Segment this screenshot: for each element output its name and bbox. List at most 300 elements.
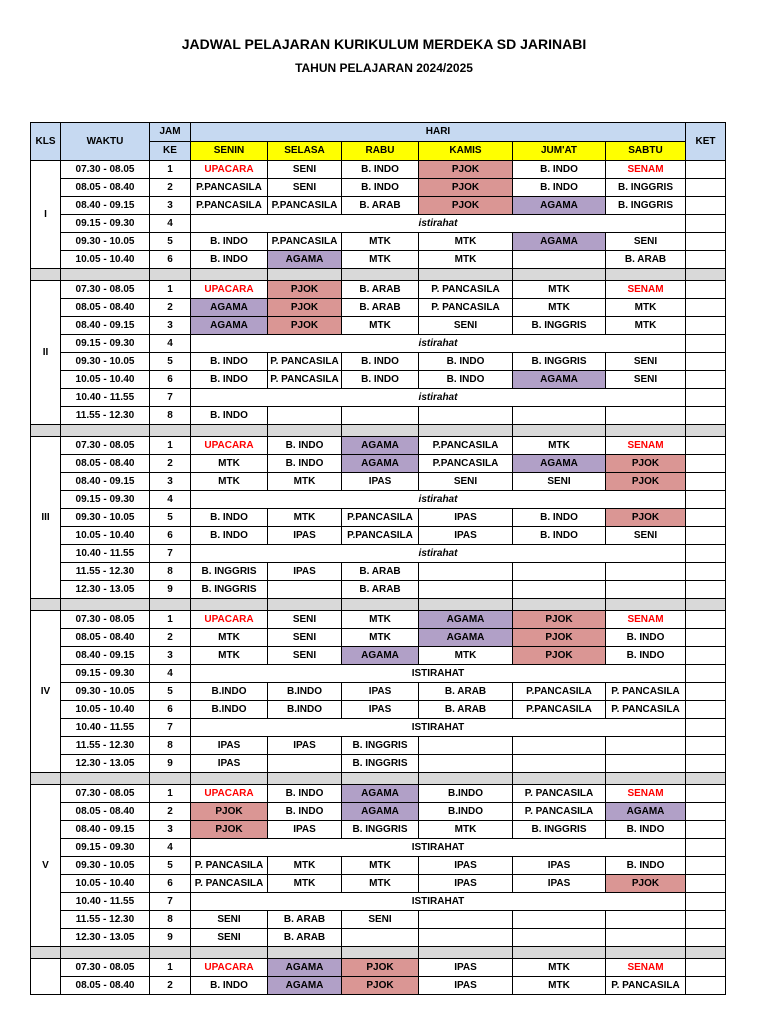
subject-cell: B. INDO (268, 803, 342, 821)
subject-cell: AGAMA (268, 251, 342, 269)
subject-cell: B. INGGRIS (342, 737, 419, 755)
subject-cell: MTK (513, 977, 606, 995)
jam-cell: 5 (150, 233, 191, 251)
separator-cell (342, 599, 419, 611)
subject-cell: SENI (606, 527, 686, 545)
separator-cell (342, 269, 419, 281)
time-cell: 11.55 - 12.30 (61, 563, 150, 581)
subject-cell (513, 911, 606, 929)
subject-cell: IPAS (342, 701, 419, 719)
separator-cell (31, 269, 61, 281)
subject-cell: B. INGGRIS (342, 755, 419, 773)
separator-cell (150, 425, 191, 437)
subject-cell: P. PANCASILA (606, 683, 686, 701)
subject-cell: B. INDO (419, 371, 513, 389)
subject-cell: PJOK (513, 611, 606, 629)
ket-cell (686, 665, 726, 683)
ket-cell (686, 545, 726, 563)
subject-cell: B. INDO (513, 179, 606, 197)
class-name: II (31, 281, 61, 425)
subject-cell: MTK (606, 299, 686, 317)
subject-cell: B. INDO (191, 371, 268, 389)
jam-cell: 8 (150, 911, 191, 929)
subject-cell: PJOK (513, 647, 606, 665)
jam-cell: 1 (150, 161, 191, 179)
subject-cell: B. INGGRIS (606, 197, 686, 215)
table-row (31, 509, 726, 527)
table-row (31, 803, 726, 821)
subject-cell: UPACARA (191, 437, 268, 455)
subject-cell: PJOK (419, 161, 513, 179)
separator-cell (513, 425, 606, 437)
time-cell: 08.40 - 09.15 (61, 197, 150, 215)
separator-cell (191, 269, 268, 281)
subject-cell (606, 911, 686, 929)
subject-cell: MTK (268, 875, 342, 893)
table-row (31, 563, 726, 581)
time-cell: 09.30 - 10.05 (61, 683, 150, 701)
separator-cell (61, 269, 150, 281)
subject-cell: SENAM (606, 281, 686, 299)
separator-cell (686, 425, 726, 437)
ket-cell (686, 719, 726, 737)
table-row (31, 857, 726, 875)
time-cell: 08.40 - 09.15 (61, 473, 150, 491)
break-cell: ISTIRAHAT (191, 665, 686, 683)
table-row (31, 317, 726, 335)
time-cell: 08.05 - 08.40 (61, 803, 150, 821)
time-cell: 12.30 - 13.05 (61, 581, 150, 599)
ket-cell (686, 647, 726, 665)
separator-cell (150, 773, 191, 785)
separator-cell (342, 947, 419, 959)
time-cell: 10.40 - 11.55 (61, 545, 150, 563)
subject-cell: IPAS (513, 857, 606, 875)
subject-cell: MTK (513, 281, 606, 299)
subject-cell: PJOK (513, 629, 606, 647)
table-row (31, 665, 726, 683)
subject-cell (606, 929, 686, 947)
subject-cell: IPAS (191, 755, 268, 773)
table-row (31, 959, 726, 977)
subject-cell: B. INGGRIS (191, 581, 268, 599)
subject-cell: P. PANCASILA (513, 803, 606, 821)
time-cell: 10.05 - 10.40 (61, 527, 150, 545)
class-separator (31, 425, 726, 437)
subject-cell: B. INDO (606, 857, 686, 875)
subject-cell (419, 911, 513, 929)
ket-cell (686, 389, 726, 407)
subject-cell: IPAS (268, 563, 342, 581)
jam-cell: 6 (150, 371, 191, 389)
separator-cell (513, 773, 606, 785)
time-cell: 08.05 - 08.40 (61, 299, 150, 317)
header-waktu: WAKTU (61, 123, 150, 161)
subject-cell (513, 407, 606, 425)
separator-cell (513, 599, 606, 611)
separator-cell (686, 947, 726, 959)
ket-cell (686, 473, 726, 491)
subject-cell: IPAS (268, 821, 342, 839)
subject-cell: B. INDO (342, 353, 419, 371)
subject-cell: MTK (268, 509, 342, 527)
ket-cell (686, 371, 726, 389)
subject-cell: SENI (191, 911, 268, 929)
subject-cell: B.INDO (191, 683, 268, 701)
subject-cell: B. INDO (191, 407, 268, 425)
ket-cell (686, 857, 726, 875)
time-cell: 08.05 - 08.40 (61, 455, 150, 473)
subject-cell (342, 929, 419, 947)
table-row (31, 821, 726, 839)
jam-cell: 7 (150, 719, 191, 737)
subject-cell: B.INDO (191, 701, 268, 719)
separator-cell (31, 947, 61, 959)
time-cell: 09.30 - 10.05 (61, 509, 150, 527)
time-cell: 10.05 - 10.40 (61, 251, 150, 269)
table-row (31, 683, 726, 701)
subject-cell: UPACARA (191, 785, 268, 803)
subject-cell: P.PANCASILA (419, 437, 513, 455)
subject-cell (268, 755, 342, 773)
separator-cell (606, 947, 686, 959)
subject-cell: UPACARA (191, 161, 268, 179)
subject-cell: IPAS (419, 959, 513, 977)
jam-cell: 1 (150, 959, 191, 977)
ket-cell (686, 611, 726, 629)
table-row (31, 455, 726, 473)
subject-cell: P. PANCASILA (513, 785, 606, 803)
ket-cell (686, 893, 726, 911)
time-cell: 09.30 - 10.05 (61, 233, 150, 251)
separator-cell (686, 269, 726, 281)
subject-cell: B. INDO (268, 437, 342, 455)
time-cell: 09.15 - 09.30 (61, 335, 150, 353)
ket-cell (686, 197, 726, 215)
jam-cell: 1 (150, 437, 191, 455)
subject-cell (513, 563, 606, 581)
jam-cell: 1 (150, 281, 191, 299)
subject-cell: B. INDO (191, 509, 268, 527)
subject-cell: B. INGGRIS (513, 353, 606, 371)
table-row (31, 335, 726, 353)
separator-cell (342, 425, 419, 437)
ket-cell (686, 803, 726, 821)
jam-cell: 2 (150, 299, 191, 317)
subject-cell: P.PANCASILA (513, 701, 606, 719)
subject-cell: PJOK (606, 875, 686, 893)
subject-cell: MTK (419, 647, 513, 665)
time-cell: 09.15 - 09.30 (61, 491, 150, 509)
jam-cell: 1 (150, 611, 191, 629)
subject-cell: AGAMA (191, 299, 268, 317)
subject-cell (513, 929, 606, 947)
separator-cell (686, 773, 726, 785)
subject-cell: B. INGGRIS (513, 821, 606, 839)
ket-cell (686, 581, 726, 599)
subject-cell: IPAS (419, 857, 513, 875)
time-cell: 11.55 - 12.30 (61, 737, 150, 755)
subject-cell: IPAS (268, 737, 342, 755)
subject-cell: MTK (606, 317, 686, 335)
time-cell: 07.30 - 08.05 (61, 959, 150, 977)
subject-cell: PJOK (268, 299, 342, 317)
time-cell: 08.40 - 09.15 (61, 647, 150, 665)
subject-cell: B. INDO (268, 785, 342, 803)
separator-cell (150, 599, 191, 611)
subject-cell: MTK (191, 455, 268, 473)
separator-cell (268, 947, 342, 959)
jam-cell: 2 (150, 629, 191, 647)
separator-cell (191, 599, 268, 611)
subject-cell: P.PANCASILA (419, 455, 513, 473)
subject-cell: P. PANCASILA (419, 299, 513, 317)
subject-cell (419, 755, 513, 773)
subject-cell: P.PANCASILA (268, 197, 342, 215)
ket-cell (686, 281, 726, 299)
subject-cell: SENI (268, 179, 342, 197)
subject-cell: B. ARAB (342, 281, 419, 299)
jam-cell: 7 (150, 545, 191, 563)
subject-cell: P.PANCASILA (191, 179, 268, 197)
subject-cell (606, 563, 686, 581)
subject-cell: P.PANCASILA (268, 233, 342, 251)
ket-cell (686, 959, 726, 977)
subject-cell: PJOK (342, 959, 419, 977)
subject-cell (419, 407, 513, 425)
ket-cell (686, 875, 726, 893)
subject-cell: B.INDO (268, 683, 342, 701)
ket-cell (686, 563, 726, 581)
header-day: RABU (342, 142, 419, 161)
subject-cell: AGAMA (191, 317, 268, 335)
subject-cell: SENI (513, 473, 606, 491)
class-separator (31, 773, 726, 785)
jam-cell: 4 (150, 491, 191, 509)
subject-cell: IPAS (419, 875, 513, 893)
ket-cell (686, 215, 726, 233)
subject-cell: SENAM (606, 611, 686, 629)
table-row (31, 389, 726, 407)
time-cell: 10.40 - 11.55 (61, 719, 150, 737)
subject-cell (606, 581, 686, 599)
subject-cell: B. INDO (268, 455, 342, 473)
subject-cell: UPACARA (191, 281, 268, 299)
subject-cell: IPAS (419, 509, 513, 527)
separator-cell (61, 947, 150, 959)
class-name: III (31, 437, 61, 599)
subject-cell: B. INDO (191, 353, 268, 371)
separator-cell (419, 773, 513, 785)
table-row (31, 719, 726, 737)
subject-cell: SENI (342, 911, 419, 929)
jam-cell: 8 (150, 737, 191, 755)
subject-cell: AGAMA (342, 803, 419, 821)
table-row (31, 281, 726, 299)
page-title: JADWAL PELAJARAN KURIKULUM MERDEKA SD JARINABI (181, 36, 587, 52)
subject-cell: AGAMA (513, 371, 606, 389)
break-cell: istirahat (191, 215, 686, 233)
jam-cell: 4 (150, 335, 191, 353)
jam-cell: 7 (150, 389, 191, 407)
subject-cell: SENAM (606, 959, 686, 977)
table-row (31, 875, 726, 893)
subject-cell: B. INGGRIS (342, 821, 419, 839)
subject-cell: SENI (419, 473, 513, 491)
table-row (31, 737, 726, 755)
ket-cell (686, 929, 726, 947)
subject-cell: AGAMA (513, 197, 606, 215)
subject-cell: B. INDO (513, 509, 606, 527)
subject-cell: B. ARAB (342, 197, 419, 215)
jam-cell: 7 (150, 893, 191, 911)
subject-cell: B. INDO (191, 251, 268, 269)
separator-cell (513, 269, 606, 281)
table-row (31, 299, 726, 317)
subject-cell: MTK (342, 233, 419, 251)
subject-cell: B. INGGRIS (191, 563, 268, 581)
subject-cell (419, 581, 513, 599)
table-row (31, 611, 726, 629)
separator-cell (150, 269, 191, 281)
subject-cell: B. ARAB (342, 581, 419, 599)
subject-cell: B. INGGRIS (606, 179, 686, 197)
separator-cell (61, 773, 150, 785)
subject-cell: PJOK (606, 473, 686, 491)
separator-cell (191, 947, 268, 959)
subject-cell: P.PANCASILA (191, 197, 268, 215)
subject-cell: MTK (191, 629, 268, 647)
table-row (31, 251, 726, 269)
table-row (31, 893, 726, 911)
ket-cell (686, 839, 726, 857)
separator-cell (268, 773, 342, 785)
subject-cell: MTK (419, 821, 513, 839)
class-name: V (31, 785, 61, 947)
subject-cell: B.INDO (419, 785, 513, 803)
break-cell: ISTIRAHAT (191, 893, 686, 911)
subject-cell: MTK (268, 857, 342, 875)
ket-cell (686, 629, 726, 647)
subject-cell: AGAMA (268, 959, 342, 977)
subject-cell: IPAS (342, 683, 419, 701)
time-cell: 07.30 - 08.05 (61, 281, 150, 299)
table-row (31, 701, 726, 719)
jam-cell: 9 (150, 929, 191, 947)
time-cell: 07.30 - 08.05 (61, 161, 150, 179)
subject-cell: B. INDO (419, 353, 513, 371)
time-cell: 07.30 - 08.05 (61, 785, 150, 803)
ket-cell (686, 233, 726, 251)
time-cell: 07.30 - 08.05 (61, 611, 150, 629)
subject-cell: MTK (419, 251, 513, 269)
header-ket: KET (686, 123, 726, 161)
separator-cell (606, 599, 686, 611)
table-row (31, 929, 726, 947)
header-kls: KLS (31, 123, 61, 161)
subject-cell: B. ARAB (342, 563, 419, 581)
subject-cell: IPAS (513, 875, 606, 893)
time-cell: 10.05 - 10.40 (61, 875, 150, 893)
page-subtitle: TAHUN PELAJARAN 2024/2025 (295, 61, 473, 75)
subject-cell (513, 737, 606, 755)
subject-cell: IPAS (342, 473, 419, 491)
break-cell: istirahat (191, 335, 686, 353)
subject-cell: B. INDO (342, 179, 419, 197)
subject-cell: UPACARA (191, 959, 268, 977)
subject-cell: B. ARAB (268, 929, 342, 947)
table-row (31, 911, 726, 929)
separator-cell (419, 269, 513, 281)
jam-cell: 4 (150, 665, 191, 683)
ket-cell (686, 179, 726, 197)
subject-cell (513, 755, 606, 773)
subject-cell: MTK (342, 875, 419, 893)
table-row (31, 491, 726, 509)
separator-cell (686, 599, 726, 611)
separator-cell (61, 599, 150, 611)
subject-cell: PJOK (268, 281, 342, 299)
subject-cell: SENI (268, 161, 342, 179)
ket-cell (686, 437, 726, 455)
class-name (31, 959, 61, 995)
separator-cell (191, 773, 268, 785)
subject-cell: AGAMA (342, 785, 419, 803)
separator-cell (342, 773, 419, 785)
table-row (31, 785, 726, 803)
subject-cell (513, 251, 606, 269)
subject-cell: PJOK (268, 317, 342, 335)
table-row (31, 353, 726, 371)
jam-cell: 4 (150, 839, 191, 857)
subject-cell: B. INDO (606, 629, 686, 647)
class-name: IV (31, 611, 61, 773)
jam-cell: 5 (150, 857, 191, 875)
subject-cell: PJOK (419, 197, 513, 215)
jam-cell: 3 (150, 647, 191, 665)
break-cell: istirahat (191, 545, 686, 563)
time-cell: 12.30 - 13.05 (61, 929, 150, 947)
subject-cell (268, 407, 342, 425)
jam-cell: 8 (150, 563, 191, 581)
subject-cell: P. PANCASILA (268, 371, 342, 389)
jam-cell: 4 (150, 215, 191, 233)
subject-cell: P. PANCASILA (191, 875, 268, 893)
ket-cell (686, 299, 726, 317)
subject-cell: SENI (606, 371, 686, 389)
break-cell: ISTIRAHAT (191, 719, 686, 737)
time-cell: 09.30 - 10.05 (61, 857, 150, 875)
subject-cell: B. INDO (191, 527, 268, 545)
subject-cell: B. INDO (606, 821, 686, 839)
time-cell: 12.30 - 13.05 (61, 755, 150, 773)
subject-cell: IPAS (419, 977, 513, 995)
subject-cell: P. PANCASILA (268, 353, 342, 371)
time-cell: 09.15 - 09.30 (61, 665, 150, 683)
time-cell: 10.40 - 11.55 (61, 893, 150, 911)
time-cell: 07.30 - 08.05 (61, 437, 150, 455)
jam-cell: 2 (150, 977, 191, 995)
jam-cell: 5 (150, 509, 191, 527)
subject-cell: B. ARAB (419, 683, 513, 701)
jam-cell: 2 (150, 455, 191, 473)
table-row (31, 755, 726, 773)
header-day: KAMIS (419, 142, 513, 161)
subject-cell (268, 581, 342, 599)
subject-cell: MTK (342, 629, 419, 647)
time-cell: 10.05 - 10.40 (61, 371, 150, 389)
subject-cell: P. PANCASILA (606, 701, 686, 719)
